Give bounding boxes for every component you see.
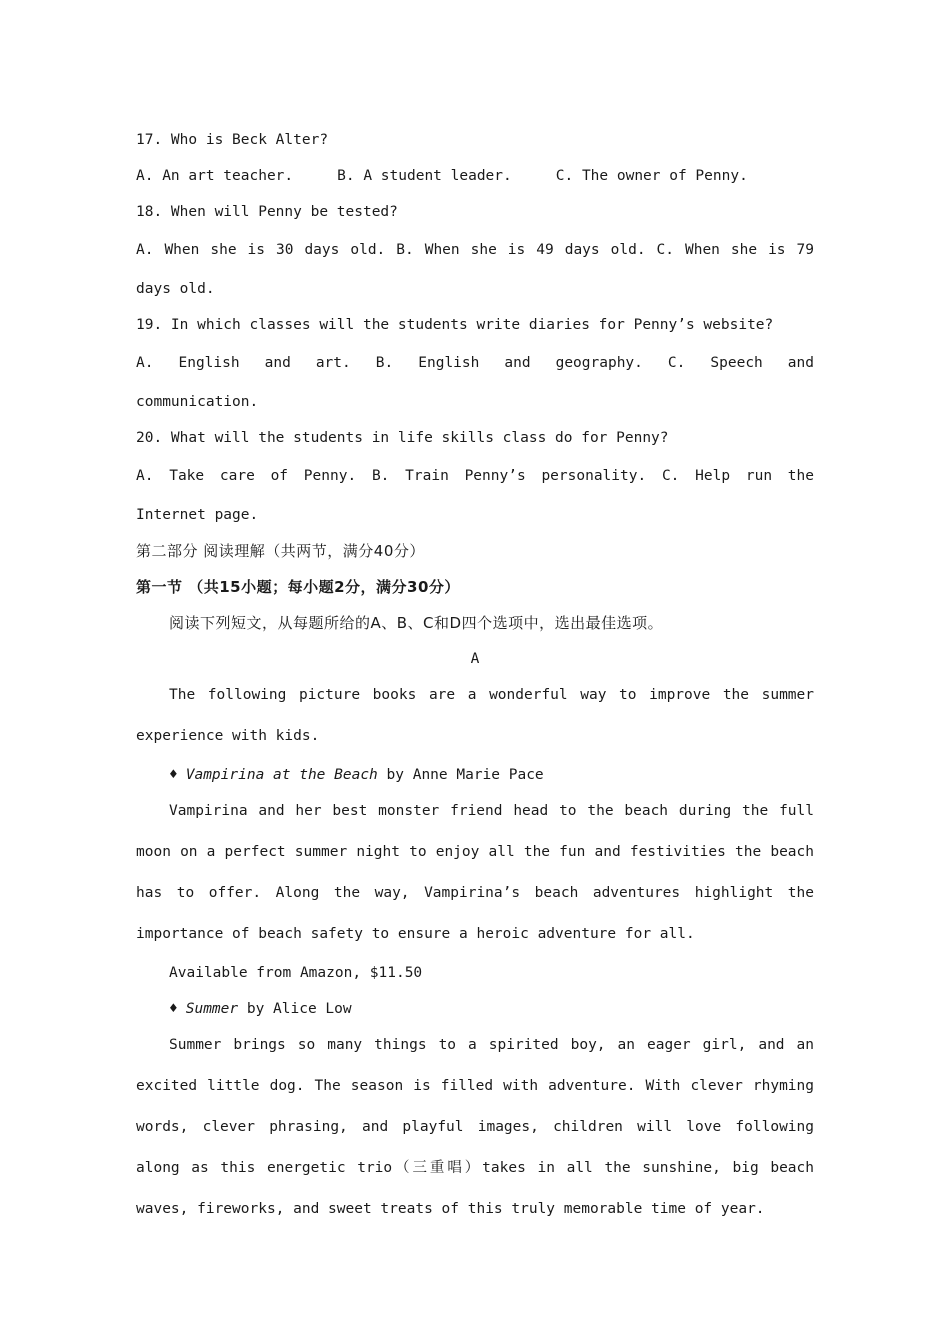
section-one-heading: 第一节 （共15小题；每小题2分，满分30分）: [136, 578, 460, 596]
question-17-stem: 17. Who is Beck Alter?: [136, 132, 329, 148]
passage-intro: The following picture books are a wonderful way to improve the summer experience with kids.: [136, 687, 814, 744]
part-two-heading: 第二部分 阅读理解（共两节，满分40分）: [136, 542, 425, 560]
question-18-options: A. When she is 30 days old. B. When she is 49 days old. C. When she is 79: [136, 242, 814, 258]
reading-instruction: 阅读下列短文，从每题所给的A、B、C和D四个选项中，选出最佳选项。: [169, 614, 664, 632]
question-19-options-cont: communication.: [136, 394, 259, 410]
book-1-title: Vampirina at the Beach: [185, 767, 378, 783]
question-19-options: A. English and art. B. English and geography. C. Speech and: [136, 355, 814, 371]
question-17-option-c: C. The owner of Penny.: [555, 168, 748, 184]
question-18-options-cont: days old.: [136, 281, 215, 297]
passage-label: A: [470, 651, 480, 667]
book-2-byline: by Alice Low: [238, 1001, 352, 1017]
question-20-options-cont: Internet page.: [136, 507, 259, 523]
question-20-stem: 20. What will the students in life skills class do for Penny?: [136, 430, 669, 446]
exam-page: [136, 122, 814, 1230]
book-1-byline: by Anne Marie Pace: [377, 767, 544, 783]
question-17-option-a: A. An art teacher.: [136, 168, 294, 184]
book-2-bullet: ♦: [169, 1001, 178, 1017]
question-17-option-b: B. A student leader.: [337, 168, 512, 184]
book-1-bullet: ♦: [169, 767, 178, 783]
question-17-options: [136, 158, 814, 194]
book-1-description: Vampirina and her best monster friend head to the beach during the full moon on a perfect summer night to enjoy all the fun and festivities the beach has to offer. Along the way, Vampirina’s beach adventures highlight the importance of beach safety to ensure a heroic adventure for all.: [136, 803, 814, 942]
book-1-availability: Available from Amazon, $11.50: [169, 965, 423, 981]
book-2-title: Summer: [185, 1001, 239, 1017]
question-20-options: A. Take care of Penny. B. Train Penny’s personality. C. Help run the: [136, 468, 814, 484]
book-1-heading: [136, 757, 814, 793]
book-2-heading: [136, 991, 814, 1027]
question-18-stem: 18. When will Penny be tested?: [136, 204, 398, 220]
book-2-description: Summer brings so many things to a spirited boy, an eager girl, and an excited little dog. The season is filled with adventure. With clever rhyming words, clever phrasing, and playful images, children will love following along as this energetic trio（三重唱）takes in all the sunshine, big beach waves, fireworks, and sweet treats of this truly memorable time of year.: [136, 1037, 814, 1217]
question-19-stem: 19. In which classes will the students write diaries for Penny’s website?: [136, 317, 774, 333]
